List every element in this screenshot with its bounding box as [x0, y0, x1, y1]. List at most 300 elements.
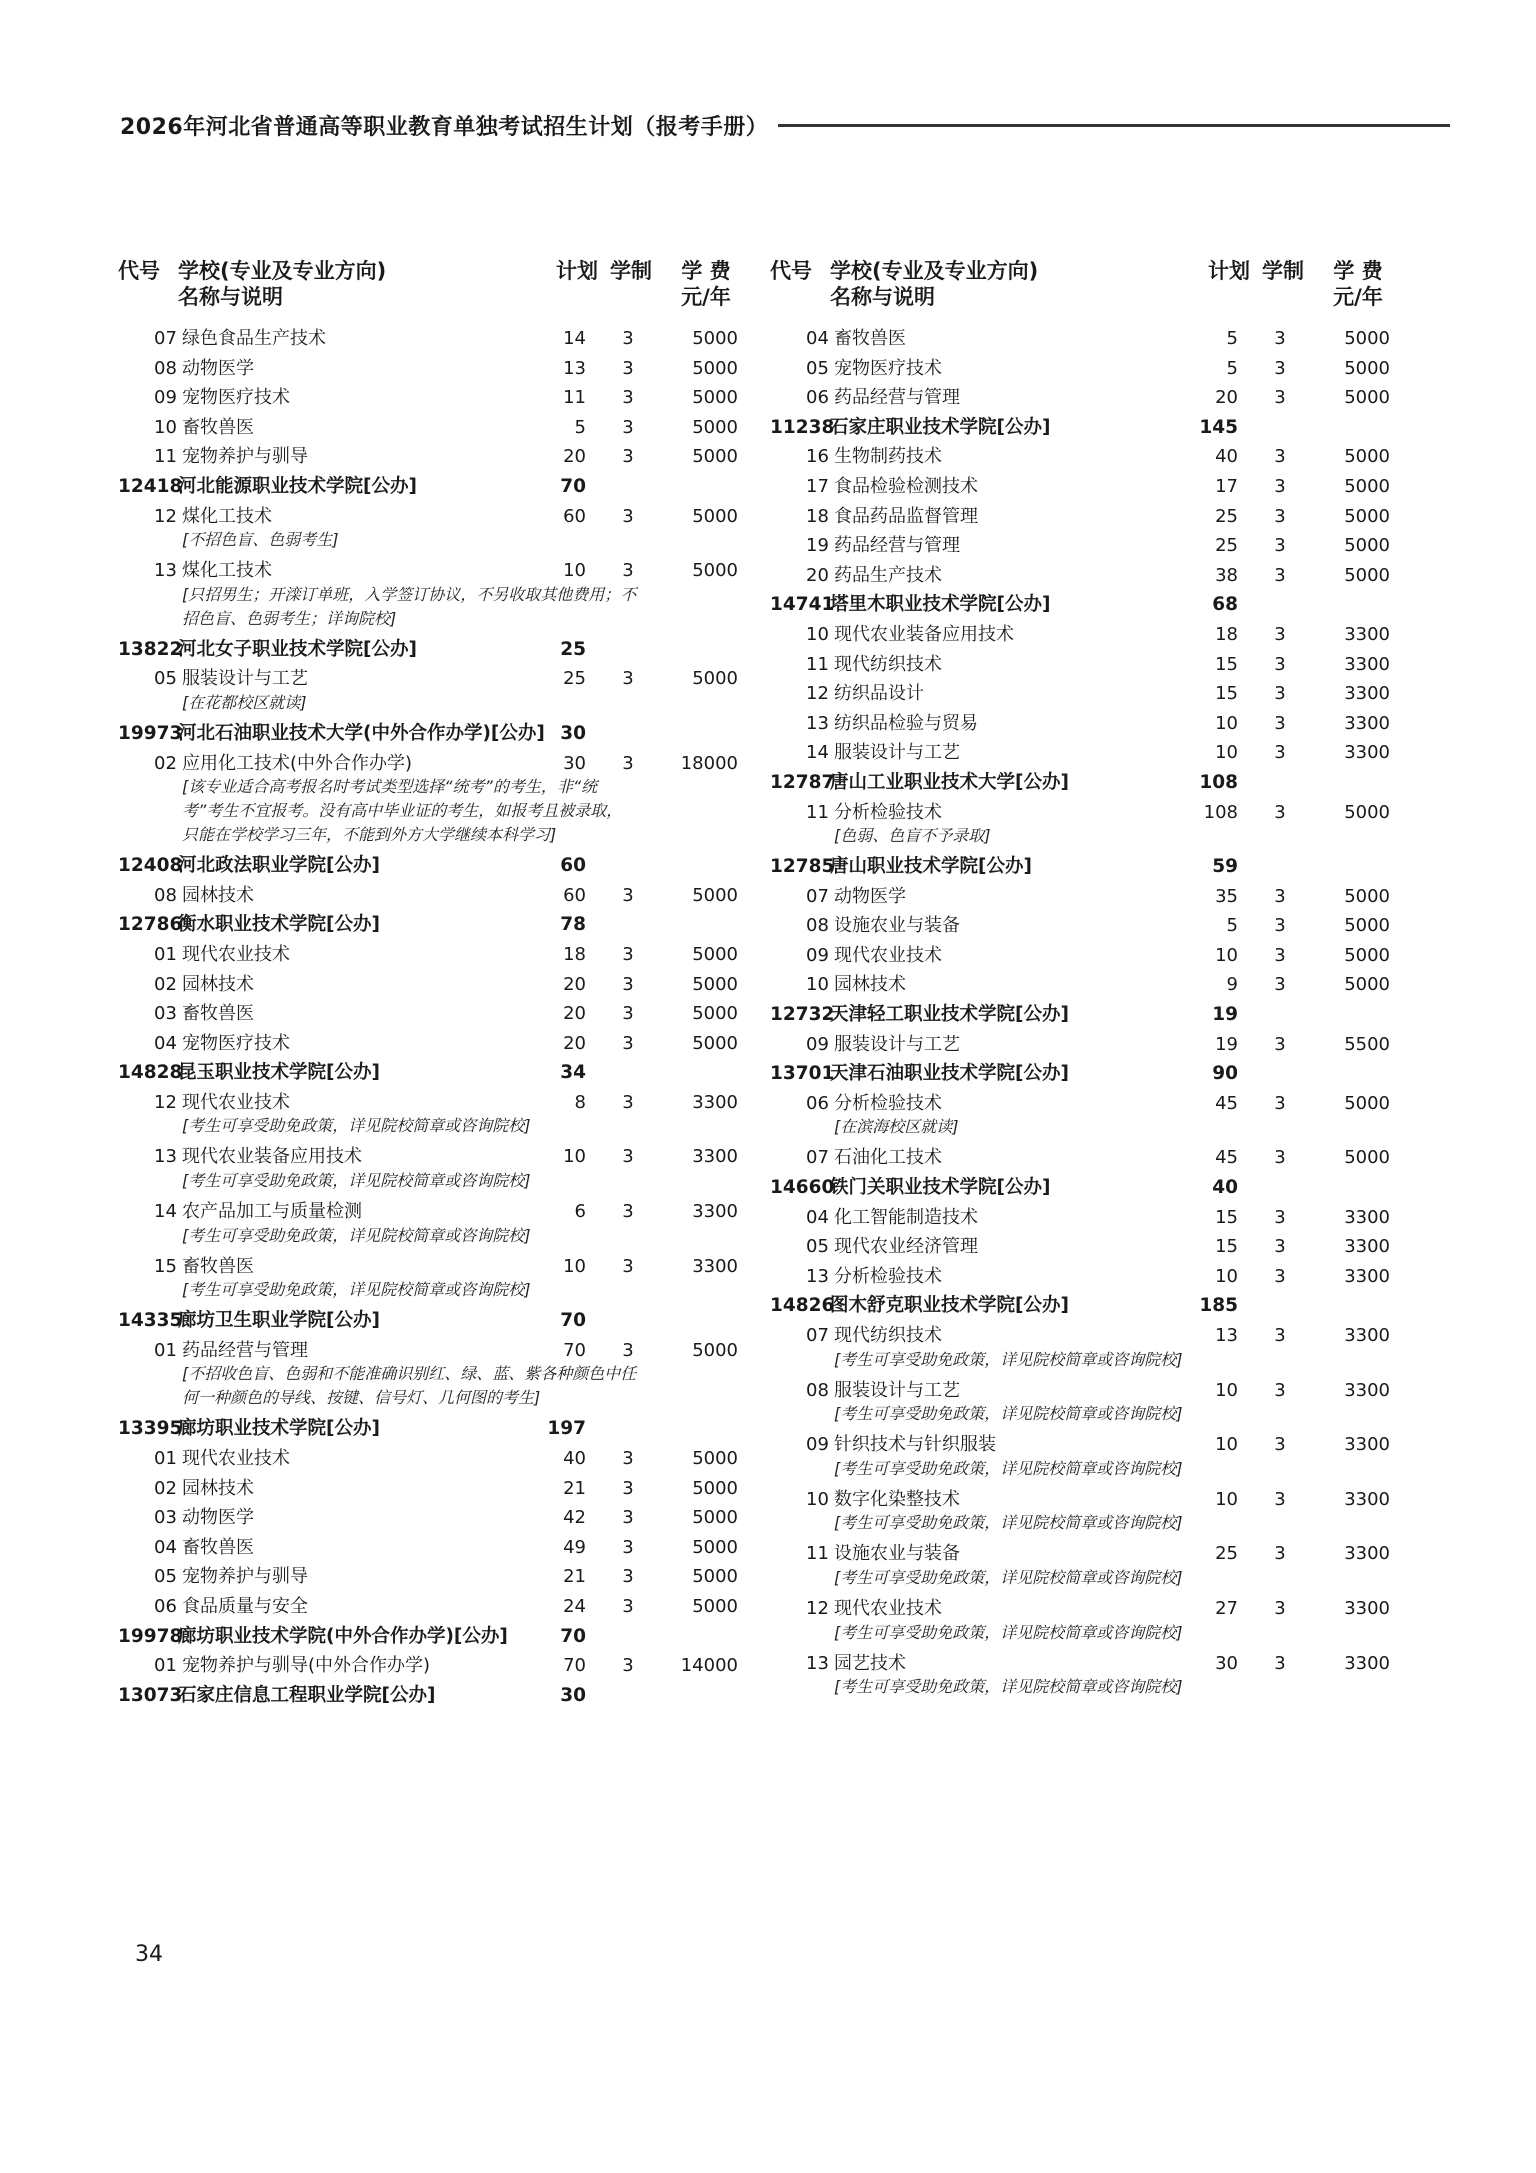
- header-code: 代号: [118, 259, 160, 283]
- school-row: [118, 1622, 738, 1652]
- major-row: [770, 324, 1390, 354]
- years: 3: [622, 1091, 634, 1113]
- page-number: 34: [135, 1942, 163, 1967]
- school-name: 石家庄职业技术学院[公办]: [830, 416, 1051, 438]
- plan-count: 15: [1215, 653, 1238, 675]
- major-row: [770, 709, 1390, 739]
- school-name: 天津石油职业技术学院[公办]: [830, 1063, 1069, 1085]
- years: 3: [622, 1536, 634, 1558]
- years: 3: [622, 1655, 634, 1677]
- major-code: 10: [154, 416, 177, 438]
- years: 3: [622, 1566, 634, 1588]
- major-code: 05: [154, 1566, 177, 1588]
- major-note: [该专业适合高考报名时考试类型选择“统考”的考生，非“统考”考生不宜报考。没有高中毕业证的考生，如报考且被录取，只能在学校学习三年，不能到外方大学继续本科学习]: [182, 777, 623, 845]
- school-name: 廊坊卫生职业学院[公办]: [178, 1310, 380, 1332]
- plan-count: 20: [563, 1003, 586, 1025]
- major-name: 分析检验技术: [834, 1092, 942, 1114]
- years: 3: [622, 752, 634, 774]
- major-code: 13: [806, 1265, 829, 1287]
- tuition-fee: 3300: [1344, 1325, 1390, 1346]
- plan-count: 70: [563, 1655, 586, 1677]
- school-code: 13395: [118, 1418, 183, 1440]
- school-code: 14828: [118, 1062, 183, 1084]
- plan-count: 10: [1215, 742, 1238, 764]
- tuition-fee: 5000: [1344, 1092, 1390, 1114]
- major-code: 06: [154, 1596, 177, 1617]
- major-name: 现代农业技术: [182, 1091, 290, 1113]
- major-code: 11: [806, 801, 829, 823]
- major-name: 针织技术与针织服装: [834, 1434, 996, 1456]
- major-code: 16: [806, 446, 829, 468]
- major-code: 07: [154, 328, 177, 349]
- major-code: 13: [806, 1652, 829, 1674]
- major-row: [770, 1649, 1390, 1679]
- major-row: [118, 413, 738, 443]
- years: 3: [622, 1003, 634, 1025]
- major-name: 纺织品检验与贸易: [834, 712, 978, 734]
- years: 3: [1274, 1147, 1286, 1169]
- major-code: 04: [806, 1206, 829, 1228]
- major-name: 设施农业与装备: [834, 1543, 960, 1565]
- major-name: 生物制药技术: [834, 446, 942, 468]
- major-code: 06: [806, 387, 829, 409]
- header-name-line2: 名称与说明: [830, 285, 935, 309]
- years: 3: [1274, 1325, 1286, 1346]
- school-name: 河北石油职业技术大学(中外合作办学)[公办]: [178, 722, 545, 744]
- major-row: [770, 650, 1390, 680]
- plan-count: 40: [1212, 1177, 1238, 1199]
- tuition-fee: 5000: [692, 1477, 738, 1499]
- years: 3: [622, 1507, 634, 1529]
- years: 3: [1274, 475, 1286, 497]
- plan-count: 15: [1215, 1236, 1238, 1258]
- tuition-fee: 5000: [692, 328, 738, 349]
- school-row: [770, 413, 1390, 443]
- plan-count: 5: [1226, 357, 1238, 379]
- years: 3: [1274, 387, 1286, 409]
- years: 3: [622, 357, 634, 379]
- plan-count: 13: [1215, 1325, 1238, 1346]
- plan-count: 90: [1212, 1063, 1238, 1085]
- school-code: 12408: [118, 855, 183, 877]
- tuition-fee: 5000: [1344, 446, 1390, 468]
- school-code: 13073: [118, 1684, 183, 1706]
- school-code: 14660: [770, 1177, 835, 1199]
- school-name: 廊坊职业技术学院(中外合作办学)[公办]: [178, 1625, 508, 1647]
- school-code: 14335: [118, 1310, 183, 1332]
- years: 3: [622, 505, 634, 527]
- tuition-fee: 5000: [692, 1003, 738, 1025]
- school-code: 13701: [770, 1063, 835, 1085]
- school-name: 石家庄信息工程职业学院[公办]: [178, 1684, 436, 1706]
- school-row: [118, 1306, 738, 1336]
- plan-count: 197: [547, 1418, 586, 1440]
- major-note: [考生可享受助免政策，详见院校简章或咨询院校]: [834, 1458, 1183, 1478]
- major-code: 02: [154, 752, 177, 774]
- school-code: 14826: [770, 1295, 835, 1317]
- years: 3: [1274, 712, 1286, 734]
- header-years: 学制: [610, 259, 652, 283]
- major-row: [770, 941, 1390, 971]
- plan-count: 19: [1212, 1004, 1238, 1026]
- years: 3: [1274, 915, 1286, 937]
- tuition-fee: 5500: [1344, 1033, 1390, 1055]
- tuition-fee: 3300: [1344, 1652, 1390, 1674]
- major-note: [考生可享受助免政策，详见院校简章或咨询院校]: [834, 1622, 1183, 1642]
- years: 3: [622, 446, 634, 468]
- plan-count: 49: [563, 1536, 586, 1558]
- school-row: [118, 635, 738, 665]
- tuition-fee: 3300: [1344, 712, 1390, 734]
- school-row: [770, 1059, 1390, 1089]
- years: 3: [1274, 1543, 1286, 1565]
- major-code: 13: [154, 1146, 177, 1168]
- tuition-fee: 5000: [692, 1032, 738, 1054]
- years: 3: [1274, 505, 1286, 527]
- school-name: 衡水职业技术学院[公办]: [178, 914, 380, 936]
- plan-count: 21: [563, 1477, 586, 1499]
- major-name: 药品生产技术: [834, 564, 942, 586]
- major-name: 现代纺织技术: [834, 1325, 942, 1346]
- major-name: 药品经营与管理: [834, 387, 960, 409]
- tuition-fee: 3300: [692, 1091, 738, 1113]
- school-code: 12732: [770, 1004, 835, 1026]
- plan-count: 13: [563, 357, 586, 379]
- major-name: 分析检验技术: [834, 1265, 942, 1287]
- major-code: 09: [154, 387, 177, 409]
- plan-count: 70: [560, 1625, 586, 1647]
- plan-count: 10: [1215, 1265, 1238, 1287]
- plan-count: 108: [1203, 801, 1238, 823]
- major-name: 园林技术: [182, 884, 254, 906]
- tuition-fee: 5000: [1344, 1147, 1390, 1169]
- major-name: 服装设计与工艺: [182, 668, 308, 690]
- school-code: 12785: [770, 856, 835, 878]
- plan-count: 5: [1226, 915, 1238, 937]
- years: 3: [622, 668, 634, 690]
- major-code: 19: [806, 535, 829, 557]
- major-row: [118, 749, 738, 779]
- major-code: 17: [806, 475, 829, 497]
- major-row: [770, 1321, 1390, 1351]
- plan-count: 35: [1215, 885, 1238, 907]
- major-name: 药品经营与管理: [182, 1339, 308, 1361]
- years: 3: [1274, 1206, 1286, 1228]
- major-row: [118, 999, 738, 1029]
- plan-count: 70: [560, 475, 586, 497]
- years: 3: [622, 416, 634, 438]
- major-name: 服装设计与工艺: [834, 1033, 960, 1055]
- major-row: [118, 1651, 738, 1681]
- major-row: [770, 1376, 1390, 1406]
- plan-count: 27: [1215, 1597, 1238, 1619]
- major-note: [考生可享受助免政策，详见院校简章或咨询院校]: [834, 1349, 1183, 1369]
- tuition-fee: 5000: [692, 1448, 738, 1470]
- major-name: 纺织品设计: [834, 683, 924, 705]
- plan-count: 78: [560, 914, 586, 936]
- major-row: [118, 1197, 738, 1227]
- major-row: [118, 1592, 738, 1622]
- major-row: [118, 1088, 738, 1118]
- major-row: [770, 531, 1390, 561]
- school-row: [118, 472, 738, 502]
- header-fee-line1: 学 费: [1333, 259, 1383, 283]
- major-note: [考生可享受助免政策，详见院校简章或咨询院校]: [834, 1677, 1183, 1697]
- tuition-fee: 5000: [692, 505, 738, 527]
- major-name: 应用化工技术(中外合作办学): [182, 752, 413, 774]
- years: 3: [1274, 564, 1286, 586]
- major-row: [118, 556, 738, 586]
- plan-count: 15: [1215, 683, 1238, 705]
- plan-count: 34: [560, 1062, 586, 1084]
- plan-count: 30: [563, 752, 586, 774]
- tuition-fee: 14000: [680, 1655, 738, 1677]
- major-name: 畜牧兽医: [182, 1255, 254, 1277]
- major-name: 现代农业经济管理: [834, 1236, 978, 1258]
- years: 3: [1274, 944, 1286, 966]
- major-row: [770, 798, 1390, 828]
- header-name-line1: 学校(专业及专业方向): [178, 259, 387, 283]
- plan-count: 10: [1215, 1488, 1238, 1510]
- major-row: [770, 502, 1390, 532]
- years: 3: [622, 1596, 634, 1617]
- major-name: 现代农业技术: [182, 1448, 290, 1470]
- tuition-fee: 5000: [692, 1596, 738, 1617]
- school-name: 河北政法职业学院[公办]: [178, 855, 380, 877]
- major-code: 07: [806, 885, 829, 907]
- major-note: [只招男生；开滦订单班，入学签订协议，不另收取其他费用；不招色盲、色弱考生；详询院校]: [182, 584, 637, 628]
- left-column-header: [118, 258, 738, 324]
- plan-count: 24: [563, 1596, 586, 1617]
- school-row: [770, 768, 1390, 798]
- major-row: [118, 502, 738, 532]
- school-row: [118, 1681, 738, 1711]
- years: 3: [1274, 801, 1286, 823]
- major-row: [770, 1030, 1390, 1060]
- plan-count: 20: [563, 973, 586, 995]
- plan-count: 5: [1226, 328, 1238, 349]
- left-column: [118, 258, 738, 1710]
- header-plan: 计划: [556, 259, 598, 283]
- major-code: 05: [806, 1236, 829, 1258]
- years: 3: [622, 1477, 634, 1499]
- major-row: [770, 1539, 1390, 1569]
- school-name: 图木舒克职业技术学院[公办]: [830, 1295, 1069, 1317]
- plan-count: 145: [1199, 416, 1238, 438]
- header-rule: [778, 124, 1450, 127]
- tuition-fee: 3300: [1344, 623, 1390, 645]
- major-code: 05: [154, 668, 177, 690]
- school-row: [770, 852, 1390, 882]
- years: 3: [1274, 535, 1286, 557]
- plan-count: 20: [563, 1032, 586, 1054]
- major-name: 服装设计与工艺: [834, 742, 960, 764]
- major-code: 13: [154, 560, 177, 582]
- major-row: [770, 679, 1390, 709]
- major-row: [770, 882, 1390, 912]
- major-code: 09: [806, 1434, 829, 1456]
- plan-count: 11: [563, 387, 586, 409]
- plan-count: 42: [563, 1507, 586, 1529]
- years: 3: [622, 387, 634, 409]
- major-row: [770, 472, 1390, 502]
- major-note: [考生可享受助免政策，详见院校简章或咨询院校]: [182, 1225, 531, 1245]
- tuition-fee: 5000: [1344, 944, 1390, 966]
- major-row: [770, 383, 1390, 413]
- major-name: 食品检验检测技术: [834, 475, 978, 497]
- tuition-fee: 5000: [1344, 328, 1390, 349]
- plan-count: 10: [1215, 1434, 1238, 1456]
- major-name: 园林技术: [182, 973, 254, 995]
- tuition-fee: 5000: [692, 1507, 738, 1529]
- major-code: 01: [154, 943, 177, 965]
- plan-count: 40: [563, 1448, 586, 1470]
- major-name: 现代农业技术: [834, 1597, 942, 1619]
- years: 3: [1274, 974, 1286, 996]
- major-code: 14: [154, 1201, 177, 1223]
- plan-count: 45: [1215, 1147, 1238, 1169]
- major-row: [118, 881, 738, 911]
- major-code: 08: [154, 884, 177, 906]
- major-code: 01: [154, 1339, 177, 1361]
- plan-count: 10: [563, 1255, 586, 1277]
- school-name: 河北女子职业技术学院[公办]: [178, 638, 417, 660]
- major-code: 03: [154, 1003, 177, 1025]
- major-row: [770, 1262, 1390, 1292]
- tuition-fee: 3300: [1344, 1379, 1390, 1401]
- major-code: 11: [806, 653, 829, 675]
- tuition-fee: 5000: [692, 560, 738, 582]
- major-note: [色弱、色盲不予录取]: [834, 826, 991, 846]
- major-row: [770, 561, 1390, 591]
- plan-count: 40: [1215, 446, 1238, 468]
- years: 3: [1274, 1236, 1286, 1258]
- major-row: [770, 620, 1390, 650]
- major-code: 01: [154, 1448, 177, 1470]
- header-name-line1: 学校(专业及专业方向): [830, 259, 1039, 283]
- major-name: 煤化工技术: [182, 560, 272, 582]
- major-code: 08: [154, 357, 177, 379]
- major-note: [考生可享受助免政策，详见院校简章或咨询院校]: [834, 1404, 1183, 1424]
- school-name: 天津轻工职业技术学院[公办]: [830, 1004, 1069, 1026]
- major-code: 11: [806, 1543, 829, 1565]
- plan-count: 60: [560, 855, 586, 877]
- tuition-fee: 3300: [1344, 683, 1390, 705]
- tuition-fee: 18000: [680, 752, 738, 774]
- major-code: 08: [806, 1379, 829, 1401]
- major-note: [在滨海校区就读]: [834, 1117, 959, 1137]
- plan-count: 10: [563, 1146, 586, 1168]
- school-name: 河北能源职业技术学院[公办]: [178, 475, 417, 497]
- major-row: [118, 664, 738, 694]
- tuition-fee: 3300: [1344, 1488, 1390, 1510]
- major-name: 现代农业装备应用技术: [834, 623, 1014, 645]
- major-note: [考生可享受助免政策，详见院校简章或咨询院校]: [834, 1567, 1183, 1587]
- right-rows: [770, 324, 1390, 1699]
- plan-count: 30: [560, 1684, 586, 1706]
- major-code: 15: [154, 1255, 177, 1277]
- major-name: 宠物养护与驯导: [182, 446, 308, 468]
- tuition-fee: 5000: [692, 1536, 738, 1558]
- school-code: 19973: [118, 722, 183, 744]
- major-code: 02: [154, 1477, 177, 1499]
- years: 3: [1274, 1092, 1286, 1114]
- plan-count: 21: [563, 1566, 586, 1588]
- years: 3: [1274, 357, 1286, 379]
- plan-count: 19: [1215, 1033, 1238, 1055]
- major-name: 动物医学: [182, 1507, 254, 1529]
- header-name-line2: 名称与说明: [178, 285, 283, 309]
- tuition-fee: 3300: [1344, 1597, 1390, 1619]
- major-name: 园艺技术: [834, 1652, 906, 1674]
- header-plan: 计划: [1208, 259, 1250, 283]
- major-code: 06: [806, 1092, 829, 1114]
- major-row: [118, 1562, 738, 1592]
- right-column-header: [770, 258, 1390, 324]
- header-years: 学制: [1262, 259, 1304, 283]
- major-code: 07: [806, 1325, 829, 1346]
- major-row: [118, 940, 738, 970]
- major-row: [770, 1143, 1390, 1173]
- major-row: [118, 383, 738, 413]
- plan-count: 15: [1215, 1206, 1238, 1228]
- school-row: [770, 1000, 1390, 1030]
- major-code: 09: [806, 1033, 829, 1055]
- school-code: 13822: [118, 638, 183, 660]
- tuition-fee: 5000: [1344, 915, 1390, 937]
- school-row: [118, 719, 738, 749]
- school-code: 19978: [118, 1625, 183, 1647]
- major-row: [118, 324, 738, 354]
- header-code: 代号: [770, 259, 812, 283]
- school-name: 唐山工业职业技术大学[公办]: [830, 771, 1069, 793]
- major-name: 宠物养护与驯导: [182, 1566, 308, 1588]
- plan-count: 10: [563, 560, 586, 582]
- school-code: 12787: [770, 771, 835, 793]
- school-code: 12418: [118, 475, 183, 497]
- plan-count: 25: [560, 638, 586, 660]
- major-name: 宠物医疗技术: [182, 387, 290, 409]
- plan-count: 14: [563, 328, 586, 349]
- tuition-fee: 5000: [692, 1339, 738, 1361]
- major-row: [770, 442, 1390, 472]
- major-code: 04: [154, 1536, 177, 1558]
- major-name: 化工智能制造技术: [834, 1206, 978, 1228]
- plan-count: 10: [1215, 944, 1238, 966]
- major-name: 食品质量与安全: [182, 1596, 308, 1617]
- major-note: [考生可享受助免政策，详见院校简章或咨询院校]: [182, 1280, 531, 1300]
- major-row: [770, 1594, 1390, 1624]
- major-code: 10: [806, 623, 829, 645]
- major-code: 04: [154, 1032, 177, 1054]
- major-name: 食品药品监督管理: [834, 505, 978, 527]
- major-name: 动物医学: [182, 357, 254, 379]
- school-name: 唐山职业技术学院[公办]: [830, 856, 1032, 878]
- years: 3: [1274, 885, 1286, 907]
- major-code: 08: [806, 915, 829, 937]
- major-code: 04: [806, 328, 829, 349]
- school-name: 昆玉职业技术学院[公办]: [178, 1062, 380, 1084]
- major-name: 动物医学: [834, 885, 906, 907]
- tuition-fee: 5000: [1344, 475, 1390, 497]
- major-name: 绿色食品生产技术: [182, 328, 326, 349]
- years: 3: [622, 1201, 634, 1223]
- major-name: 畜牧兽医: [182, 416, 254, 438]
- plan-count: 25: [563, 668, 586, 690]
- major-code: 12: [154, 505, 177, 527]
- school-row: [770, 590, 1390, 620]
- plan-count: 30: [1215, 1652, 1238, 1674]
